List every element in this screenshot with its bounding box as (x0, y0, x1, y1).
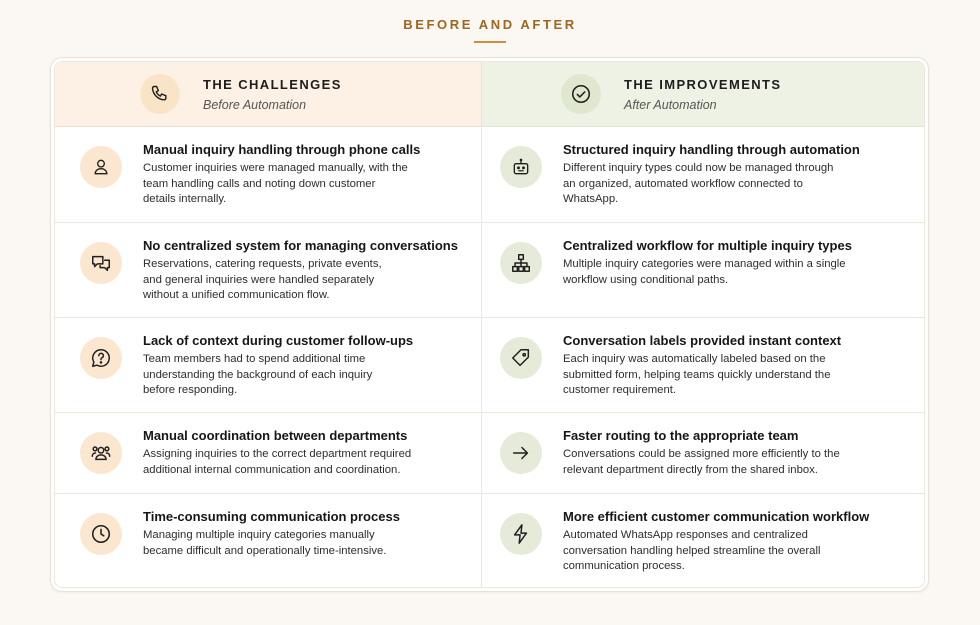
lightning-icon (500, 513, 542, 555)
challenge-cell (55, 413, 482, 493)
challenge-description: Reservations, catering requests, private events, and general inquiries were handled separately without a unified communication flow. (143, 258, 382, 302)
improvement-cell (482, 127, 924, 222)
question-bubble-icon (80, 337, 122, 379)
clock-icon (80, 513, 122, 555)
table-row (55, 318, 924, 413)
improvement-cell (482, 413, 924, 493)
improvement-title: Conversation labels provided instant context (563, 333, 842, 348)
check-circle-icon (561, 74, 601, 114)
improvement-cell (482, 494, 924, 588)
table-header (55, 62, 924, 127)
workflow-icon (500, 242, 542, 284)
improvements-title: THE IMPROVEMENTS (624, 76, 782, 92)
challenge-description: Managing multiple inquiry categories manually became difficult and operationally time-intensive. (143, 529, 387, 557)
improvement-title: More efficient customer communication workflow (563, 509, 870, 524)
arrow-right-circle-icon (500, 432, 542, 474)
bot-icon (500, 146, 542, 188)
user-icon (80, 146, 122, 188)
challenges-header (55, 62, 482, 126)
improvement-description: Each inquiry was automatically labeled based on the submitted form, helping teams quickly understand the customer requirement. (563, 353, 831, 397)
table-row (55, 413, 924, 494)
section-title: BEFORE AND AFTER (403, 17, 577, 32)
table-row (55, 223, 924, 318)
improvement-description: Conversations could be assigned more efficiently to the relevant department directly from the shared inbox. (563, 448, 840, 476)
tag-icon (500, 337, 542, 379)
challenge-cell (55, 127, 482, 222)
comparison-card (50, 57, 929, 592)
challenge-title: Time-consuming communication process (143, 509, 400, 524)
title-underline (474, 41, 506, 43)
challenges-title: THE CHALLENGES (203, 76, 342, 92)
challenge-title: Manual coordination between departments (143, 428, 408, 443)
table-row (55, 494, 924, 588)
improvement-title: Faster routing to the appropriate team (563, 428, 799, 443)
phone-icon (140, 74, 180, 114)
challenges-subtitle: Before Automation (203, 97, 307, 112)
chat-bubbles-icon (80, 242, 122, 284)
improvement-description: Different inquiry types could now be managed through an organized, automated workflow connected to WhatsApp. (563, 162, 834, 206)
team-icon (80, 432, 122, 474)
table-body (55, 127, 924, 588)
challenge-description: Assigning inquiries to the correct department required additional internal communication and coordination. (143, 448, 412, 476)
challenge-title: Lack of context during customer follow-ups (143, 333, 414, 348)
challenge-cell (55, 494, 482, 588)
challenge-cell (55, 223, 482, 317)
table-row (55, 127, 924, 223)
challenge-title: No centralized system for managing conversations (143, 238, 458, 253)
improvement-cell (482, 223, 924, 317)
improvement-cell (482, 318, 924, 412)
improvement-title: Structured inquiry handling through automation (563, 142, 860, 157)
improvement-description: Multiple inquiry categories were managed within a single workflow using conditional paths. (563, 258, 846, 286)
improvement-description: Automated WhatsApp responses and centralized conversation handling helped streamline the overall communication process. (563, 529, 821, 573)
challenge-title: Manual inquiry handling through phone calls (143, 142, 421, 157)
challenge-description: Team members had to spend additional time understanding the background of each inquiry before responding. (143, 353, 373, 397)
improvements-header (482, 62, 924, 126)
challenge-description: Customer inquiries were managed manually, with the team handling calls and noting down customer details internally. (143, 162, 408, 206)
comparison-table (54, 61, 925, 588)
improvements-subtitle: After Automation (624, 97, 717, 112)
challenge-cell (55, 318, 482, 412)
improvement-title: Centralized workflow for multiple inquiry types (563, 238, 852, 253)
